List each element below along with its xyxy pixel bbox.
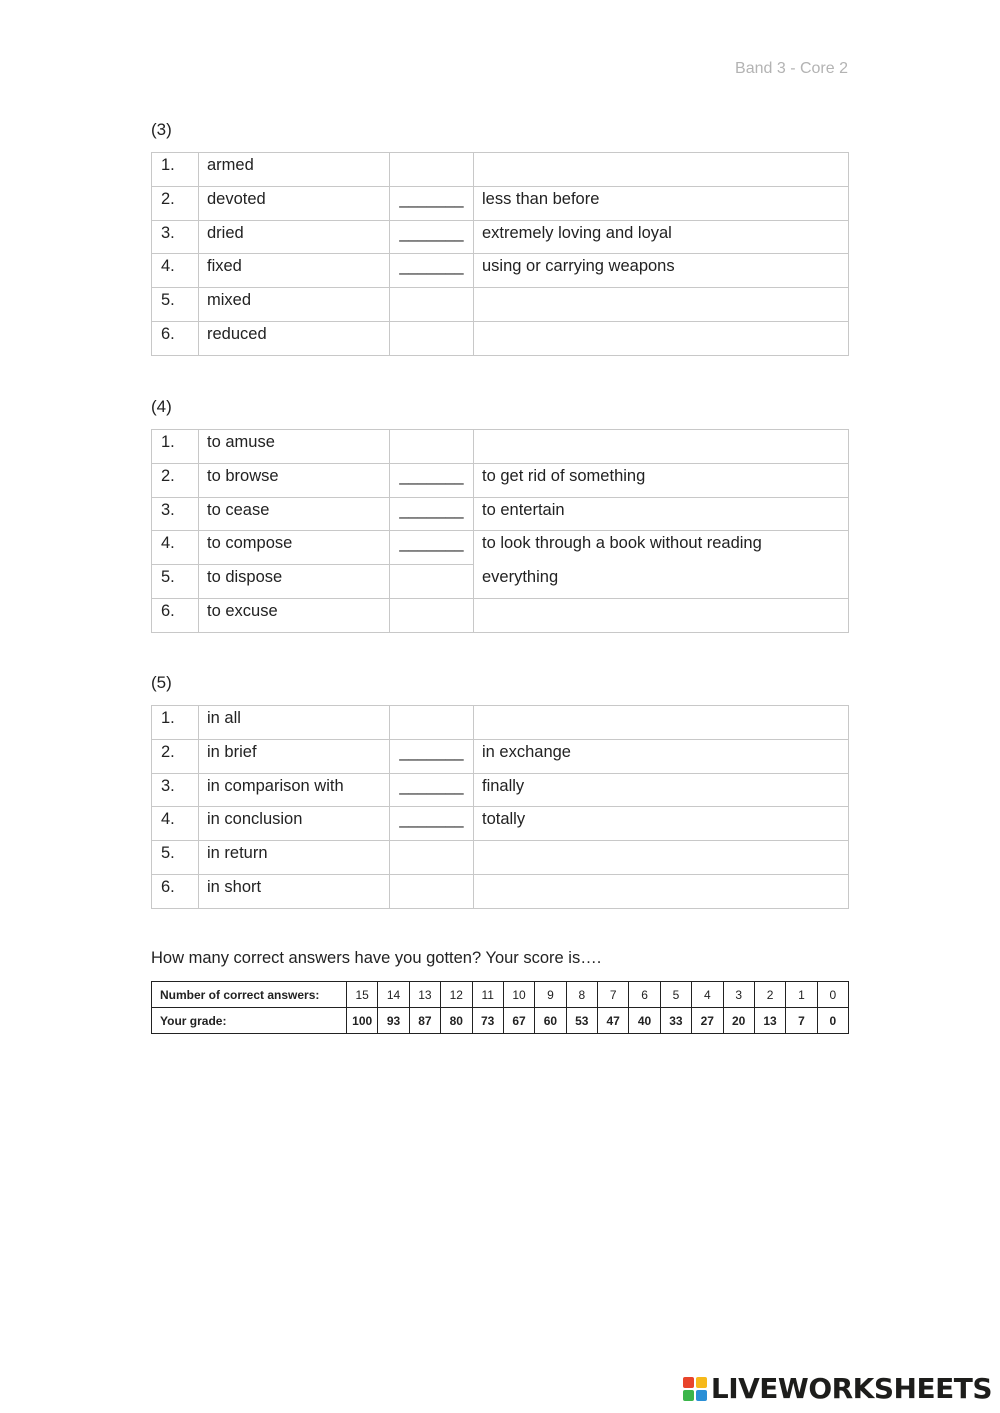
grade-value: 53 <box>566 1008 597 1034</box>
item-word: in short <box>199 874 390 908</box>
item-number: 4. <box>152 254 199 288</box>
definition-cell <box>474 153 849 187</box>
correct-count: 0 <box>817 982 848 1008</box>
correct-count: 7 <box>598 982 629 1008</box>
item-word: dried <box>199 220 390 254</box>
grade-label: Your grade: <box>152 1008 347 1034</box>
correct-count: 4 <box>692 982 723 1008</box>
item-word: in all <box>199 706 390 740</box>
grade-value: 73 <box>472 1008 503 1034</box>
item-number: 6. <box>152 321 199 355</box>
item-word: to cease <box>199 497 390 531</box>
answer-blank[interactable]: _______ <box>390 807 474 841</box>
table-row <box>152 186 849 220</box>
matching-table-3 <box>151 152 849 356</box>
definition-cell <box>474 430 849 464</box>
section-label-3: (3) <box>151 120 172 139</box>
table-row <box>152 153 849 187</box>
correct-count: 6 <box>629 982 660 1008</box>
grade-value: 7 <box>786 1008 817 1034</box>
logo-text: LIVEWORKSHEETS <box>710 1372 992 1405</box>
answer-blank[interactable]: _______ <box>390 739 474 773</box>
item-number: 5. <box>152 841 199 875</box>
item-number: 1. <box>152 430 199 464</box>
definition-cell: in exchange <box>474 739 849 773</box>
table-row <box>152 807 849 841</box>
logo-square <box>696 1390 707 1401</box>
grade-value: 33 <box>660 1008 691 1034</box>
item-word: to excuse <box>199 598 390 632</box>
definition-cell <box>474 841 849 875</box>
item-word: reduced <box>199 321 390 355</box>
correct-answers-label: Number of correct answers: <box>152 982 347 1008</box>
item-word: in return <box>199 841 390 875</box>
answer-cell <box>390 841 474 875</box>
grade-value: 13 <box>754 1008 785 1034</box>
grade-row <box>152 1008 849 1034</box>
item-word: mixed <box>199 288 390 322</box>
correct-count: 5 <box>660 982 691 1008</box>
item-word: to dispose <box>199 565 390 599</box>
score-table <box>151 981 849 1034</box>
grade-value: 93 <box>378 1008 409 1034</box>
score-question: How many correct answers have you gotten? Your score is…. <box>151 949 602 967</box>
definition-cell <box>474 706 849 740</box>
answer-cell <box>390 706 474 740</box>
item-word: to compose <box>199 531 390 565</box>
table-row <box>152 497 849 531</box>
definition-cell <box>474 874 849 908</box>
table-row <box>152 531 849 565</box>
grade-value: 40 <box>629 1008 660 1034</box>
table-row <box>152 430 849 464</box>
table-row <box>152 706 849 740</box>
item-number: 1. <box>152 153 199 187</box>
definition-cell: to entertain <box>474 497 849 531</box>
item-number: 3. <box>152 220 199 254</box>
item-number: 2. <box>152 186 199 220</box>
grade-value: 87 <box>409 1008 440 1034</box>
item-number: 2. <box>152 739 199 773</box>
definition-cell: using or carrying weapons <box>474 254 849 288</box>
item-number: 1. <box>152 706 199 740</box>
item-word: in comparison with <box>199 773 390 807</box>
grade-value: 20 <box>723 1008 754 1034</box>
answer-cell <box>390 430 474 464</box>
definition-cell <box>474 598 849 632</box>
item-number: 3. <box>152 773 199 807</box>
item-number: 5. <box>152 288 199 322</box>
correct-count: 1 <box>786 982 817 1008</box>
correct-count: 8 <box>566 982 597 1008</box>
item-number: 6. <box>152 598 199 632</box>
answer-cell <box>390 874 474 908</box>
grade-value: 27 <box>692 1008 723 1034</box>
answer-cell <box>390 598 474 632</box>
definition-cell: everything <box>474 565 849 599</box>
item-word: in brief <box>199 739 390 773</box>
correct-count: 10 <box>503 982 534 1008</box>
matching-table-4 <box>151 429 849 633</box>
answer-cell <box>390 565 474 599</box>
definition-cell: to look through a book without reading <box>474 531 849 565</box>
item-number: 4. <box>152 807 199 841</box>
table-row <box>152 254 849 288</box>
logo-square <box>696 1377 707 1388</box>
correct-count: 13 <box>409 982 440 1008</box>
definition-cell: totally <box>474 807 849 841</box>
answer-blank[interactable]: _______ <box>390 254 474 288</box>
logo-square <box>683 1390 694 1401</box>
logo-square <box>683 1377 694 1388</box>
section-label-5: (5) <box>151 673 172 692</box>
definition-cell <box>474 288 849 322</box>
item-word: armed <box>199 153 390 187</box>
answer-blank[interactable]: _______ <box>390 497 474 531</box>
grade-value: 60 <box>535 1008 566 1034</box>
matching-table-5 <box>151 705 849 909</box>
answer-blank[interactable]: _______ <box>390 531 474 565</box>
correct-count: 3 <box>723 982 754 1008</box>
item-number: 4. <box>152 531 199 565</box>
liveworksheets-logo <box>683 1372 992 1405</box>
answer-blank[interactable]: _______ <box>390 773 474 807</box>
definition-cell: finally <box>474 773 849 807</box>
answer-cell <box>390 153 474 187</box>
grade-value: 80 <box>441 1008 472 1034</box>
definition-cell: extremely loving and loyal <box>474 220 849 254</box>
answer-blank[interactable]: _______ <box>390 186 474 220</box>
grade-value: 47 <box>598 1008 629 1034</box>
table-row <box>152 565 849 599</box>
section-label-4: (4) <box>151 397 172 416</box>
table-row <box>152 598 849 632</box>
grade-value: 67 <box>503 1008 534 1034</box>
answer-blank[interactable]: _______ <box>390 220 474 254</box>
correct-count: 14 <box>378 982 409 1008</box>
item-number: 5. <box>152 565 199 599</box>
definition-cell <box>474 321 849 355</box>
correct-answers-row <box>152 982 849 1008</box>
definition-cell: less than before <box>474 186 849 220</box>
item-word: to browse <box>199 463 390 497</box>
grade-value: 100 <box>347 1008 378 1034</box>
table-row <box>152 321 849 355</box>
item-word: devoted <box>199 186 390 220</box>
correct-count: 15 <box>347 982 378 1008</box>
grade-value: 0 <box>817 1008 848 1034</box>
item-word: in conclusion <box>199 807 390 841</box>
table-row <box>152 220 849 254</box>
page-header: Band 3 - Core 2 <box>735 60 848 77</box>
definition-cell: to get rid of something <box>474 463 849 497</box>
answer-blank[interactable]: _______ <box>390 463 474 497</box>
logo-mark-icon <box>683 1377 707 1401</box>
table-row <box>152 874 849 908</box>
table-row <box>152 463 849 497</box>
table-row <box>152 773 849 807</box>
table-row <box>152 841 849 875</box>
correct-count: 12 <box>441 982 472 1008</box>
correct-count: 11 <box>472 982 503 1008</box>
table-row <box>152 288 849 322</box>
item-word: fixed <box>199 254 390 288</box>
item-number: 2. <box>152 463 199 497</box>
correct-count: 9 <box>535 982 566 1008</box>
correct-count: 2 <box>754 982 785 1008</box>
item-number: 6. <box>152 874 199 908</box>
item-number: 3. <box>152 497 199 531</box>
answer-cell <box>390 321 474 355</box>
answer-cell <box>390 288 474 322</box>
item-word: to amuse <box>199 430 390 464</box>
table-row <box>152 739 849 773</box>
